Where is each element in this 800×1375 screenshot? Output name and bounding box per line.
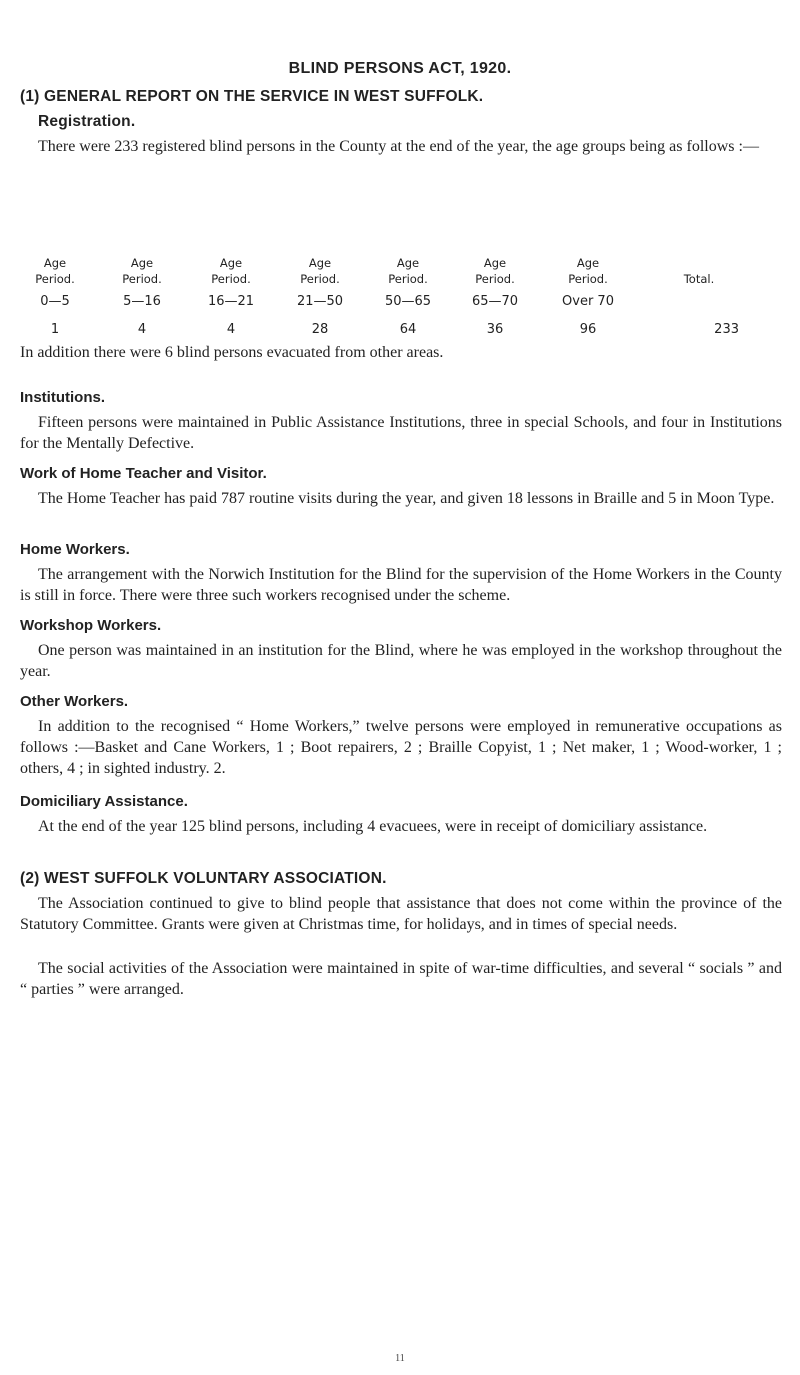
workshop-workers-text: One person was maintained in an institution for the Blind, where he was employed in the workshop throughout the year. [20,642,782,680]
age-count: 64 [399,322,417,337]
home-workers-heading: Home Workers. [20,541,130,558]
registration-text: There were 233 registered blind persons in the County at the end of the year, the age groups being as follows :— [38,138,759,155]
page-number: 11 [395,1353,405,1364]
age-range: 0—5 [40,294,70,309]
age-column [275,256,365,337]
age-count: 36 [486,322,504,337]
age-count: 96 [579,322,597,337]
age-range: 65—70 [471,294,519,309]
age-range: Over 70 [562,294,614,309]
period-label: Period. [475,272,515,286]
domiciliary-text: At the end of the year 125 blind persons, including 4 evacuees, were in receipt of domiciliary assistance. [38,818,708,835]
age-column [97,256,187,337]
home-workers-text: The arrangement with the Norwich Institution for the Blind for the supervision of the Home Workers in the County is still in force. There were three such workers recognised under the scheme. [20,566,782,604]
age-range: 16—21 [207,294,255,309]
other-workers-heading: Other Workers. [20,693,129,710]
age-count: 4 [137,322,147,337]
association-para-2: The social activities of the Association were maintained in spite of war-time difficulties, and several “ socials ” and “ parties ” were arranged. [20,960,782,998]
age-count: 1 [50,322,60,337]
age-label: Age [396,256,420,270]
age-column [450,256,540,337]
total-count: 233 [714,322,739,337]
total-column [659,256,739,337]
registration-heading: Registration. [38,113,136,130]
age-column [10,256,100,337]
institutions-heading: Institutions. [20,389,105,406]
total-label: Total. [683,272,715,286]
domiciliary-heading: Domiciliary Assistance. [20,793,188,810]
age-column [186,256,276,337]
period-label: Period. [300,272,340,286]
age-label: Age [483,256,507,270]
age-range: 21—50 [296,294,344,309]
age-label: Age [576,256,600,270]
age-label: Age [219,256,243,270]
age-label: Age [308,256,332,270]
period-label: Period. [568,272,608,286]
period-label: Period. [211,272,251,286]
age-range: 50—65 [384,294,432,309]
association-para-1: The Association continued to give to blind people that assistance that does not come within the province of the Statutory Committee. Grants were given at Christmas time, for holidays, and in times of special needs. [20,895,782,933]
institutions-text: Fifteen persons were maintained in Public Assistance Institutions, three in special Schools, and four in Institutions for the Mentally Defective. [20,414,782,452]
period-label: Period. [388,272,428,286]
section-2-heading: (2) WEST SUFFOLK VOLUNTARY ASSOCIATION. [20,870,387,887]
period-label: Period. [122,272,162,286]
section-1-heading: (1) GENERAL REPORT ON THE SERVICE IN WEST SUFFOLK. [20,88,484,105]
workshop-workers-heading: Workshop Workers. [20,617,162,634]
other-workers-text: In addition to the recognised “ Home Workers,” twelve persons were employed in remunerative occupations as follows :—Basket and Cane Workers, 1 ; Boot repairers, 2 ; Braille Copyist, 1 ; Net maker, 1 ; Wood-worker, 1 ; others, 4 ; in sighted industry. 2. [20,718,782,777]
age-column [543,256,633,337]
period-label: Period. [35,272,75,286]
evacuated-text: In addition there were 6 blind persons evacuated from other areas. [20,344,444,361]
home-teacher-heading: Work of Home Teacher and Visitor. [20,465,267,482]
document-title: BLIND PERSONS ACT, 1920. [288,60,512,77]
age-label: Age [130,256,154,270]
age-column [363,256,453,337]
age-count: 4 [226,322,236,337]
age-count: 28 [311,322,329,337]
home-teacher-text: The Home Teacher has paid 787 routine visits during the year, and given 18 lessons in Braille and 5 in Moon Type. [38,490,775,507]
age-range: 5—16 [123,294,161,309]
age-label: Age [43,256,67,270]
